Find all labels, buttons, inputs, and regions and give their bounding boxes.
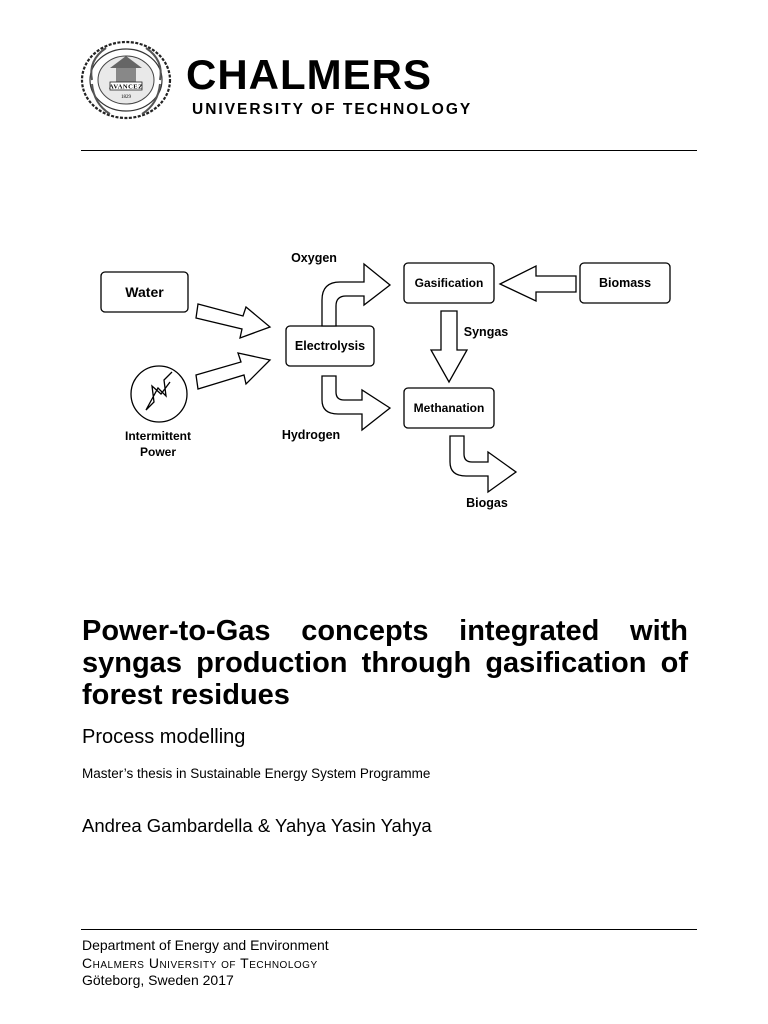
thesis-title: Power-to-Gas concepts integrated with syngas production through gasification of forest residues bbox=[82, 615, 688, 711]
seal-year: 1829 bbox=[121, 95, 131, 100]
biogas-label: Biogas bbox=[466, 496, 508, 510]
water-label: Water bbox=[125, 284, 164, 300]
seal-motto: AVANCEZ bbox=[109, 83, 143, 91]
methanation-label: Methanation bbox=[413, 401, 485, 415]
header-rule bbox=[81, 150, 697, 151]
footer-university: Chalmers University of Technology bbox=[82, 954, 318, 971]
footer-rule bbox=[81, 929, 697, 930]
hydrogen-label: Hydrogen bbox=[281, 428, 341, 442]
thesis-subtitle: Process modelling bbox=[82, 726, 246, 748]
footer-department: Department of Energy and Environment bbox=[82, 937, 329, 953]
syngas-label: Syngas bbox=[463, 325, 509, 339]
hydrogen-arrow bbox=[322, 376, 390, 430]
thesis-authors: Andrea Gambardella & Yahya Yasin Yahya bbox=[82, 815, 432, 836]
syngas-arrow bbox=[431, 311, 467, 382]
oxygen-label: Oxygen bbox=[291, 251, 337, 265]
gasification-label: Gasification bbox=[414, 276, 484, 290]
thesis-programme: Master’s thesis in Sustainable Energy System Programme bbox=[82, 766, 431, 781]
oxygen-arrow bbox=[322, 264, 390, 326]
footer bbox=[82, 937, 329, 990]
logo-wordmark: CHALMERS bbox=[186, 51, 432, 98]
process-diagram bbox=[90, 240, 690, 530]
biomass-label: Biomass bbox=[598, 276, 652, 290]
electrolysis-label: Electrolysis bbox=[294, 339, 366, 353]
intermittent-power-label-1: Intermittent bbox=[125, 429, 191, 443]
biomass-to-gasification-arrow bbox=[500, 266, 576, 301]
intermittent-power-label-2: Power bbox=[139, 445, 177, 459]
power-to-electrolysis-arrow bbox=[196, 353, 270, 389]
footer-location: Göteborg, Sweden 2017 bbox=[82, 972, 234, 988]
logo-subtitle: UNIVERSITY OF TECHNOLOGY bbox=[192, 101, 473, 118]
biogas-arrow bbox=[450, 436, 516, 492]
power-circle bbox=[131, 366, 187, 422]
chalmers-seal-logo bbox=[80, 40, 172, 120]
water-to-electrolysis-arrow bbox=[196, 304, 270, 338]
